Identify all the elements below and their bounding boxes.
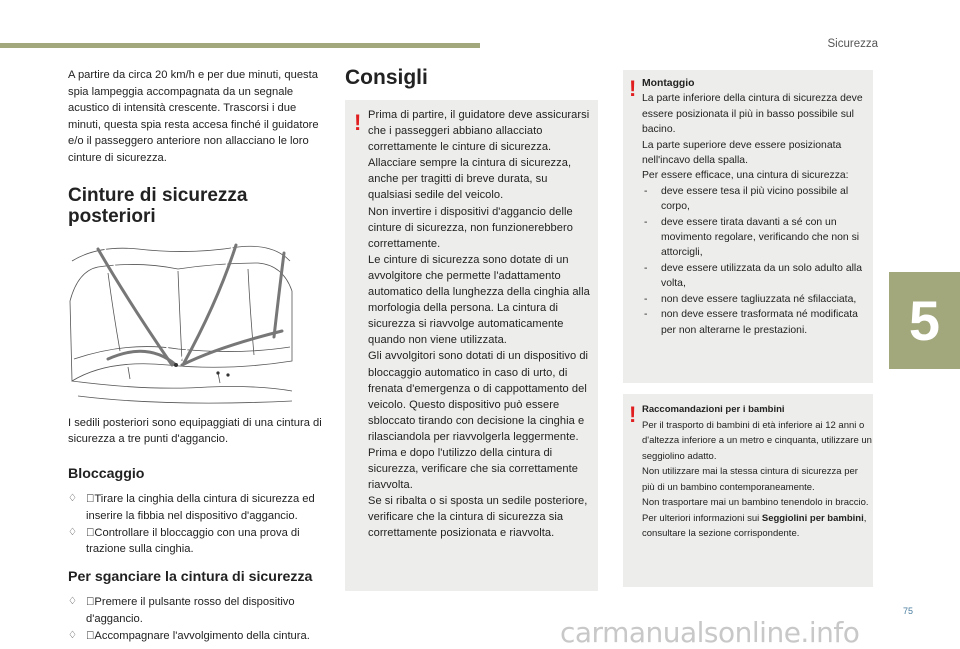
arrow-bullet-icon: ♢ (68, 526, 77, 538)
watermark: carmanualsonline.info (560, 616, 860, 649)
bambini-paragraph: Per il trasporto di bambini di età inferiore ai 12 anni o d'altezza inferiore a un metro e cinquanta, utilizzare un seggiolino adatto. (642, 419, 872, 462)
warning-icon: ! (354, 110, 362, 135)
montaggio-paragraph: Per essere efficace, una cintura di sicurezza: (642, 170, 849, 182)
image-caption: I sedili posteriori sono equipaggiati di una cintura di sicurezza a tre punti d'aggancio. (68, 416, 322, 446)
montaggio-paragraph: La parte inferiore della cintura di sicurezza deve essere posizionata il più in basso possibile sul bacino. (642, 93, 863, 136)
consigli-paragraph: Prima e dopo l'utilizzo della cintura di sicurezza, verificare che sia correttamente riavvolta. (368, 446, 578, 492)
chapter-tab: 5 (889, 272, 960, 369)
list-item: - deve essere utilizzata da un solo adulto alla volta, (644, 262, 863, 290)
bambini-title: Raccomandazioni per i bambini (642, 404, 785, 415)
list-item: ♢ Controllare il bloccaggio con una prova di trazione sulla cinghia. (68, 526, 300, 556)
list-item: ♢ Tirare la cinghia della cintura di sicurezza ed inserire la fibbia nel dispositivo d'aggancio. (68, 493, 315, 522)
arrow-bullet-icon: ♢ (68, 596, 77, 608)
sganciare-title: Per sganciare la cintura di sicurezza (68, 568, 313, 585)
bambini-warning-box (623, 394, 873, 587)
montaggio-title: Montaggio (642, 78, 695, 89)
consigli-paragraph: Gli avvolgitori sono dotati di un dispositivo di bloccaggio automatico in caso di urto, di frenata d'emergenza o di cappottamento del veicolo. Questo dispositivo può essere sbloccato tirando con decisione la cinghia e rilasciandola per riavvolgerla leggermente. (368, 350, 589, 443)
bambini-paragraph: Non utilizzare mai la stessa cintura di sicurezza per più di un bambino contemporaneamente. (642, 466, 858, 493)
bambini-paragraph: Per ulteriori informazioni sui Seggiolini per bambini, consultare la sezione corrispondente. (642, 512, 867, 539)
list-item: - non deve essere trasformata né modificata per non alterarne le prestazioni. (644, 309, 858, 336)
list-item: - deve essere tirata davanti a sé con un movimento regolare, verificando che non si attorcigli, (644, 216, 860, 259)
montaggio-text (642, 76, 870, 338)
left-column (68, 67, 326, 644)
list-item: ♢ Accompagnare l'avvolgimento della cintura. (68, 628, 326, 645)
bloccaggio-title: Bloccaggio (68, 465, 145, 482)
bambini-paragraph: Non trasportare mai un bambino tenendolo in braccio. (642, 497, 869, 508)
consigli-paragraph: Allacciare sempre la cintura di sicurezza, anche per tragitti di breve durata, su qualsiasi sedile del veicolo. (368, 157, 572, 202)
sganciare-list (68, 594, 326, 644)
list-item: - non deve essere tagliuzzata né sfilacciata, (644, 293, 857, 305)
consigli-text (368, 107, 594, 542)
rear-seat-illustration (68, 241, 294, 407)
rear-belts-title: Cinture di sicurezza posteriori (68, 184, 248, 227)
montaggio-paragraph: La parte superiore deve essere posizionata nell'incavo della spalla. (642, 139, 842, 167)
page-number: 75 (902, 606, 913, 616)
list-item: ♢ Premere il pulsante rosso del dispositivo d'aggancio. (68, 596, 295, 625)
bambini-text (642, 402, 872, 542)
bloccaggio-list (68, 491, 326, 557)
consigli-warning-box (345, 100, 598, 591)
intro-paragraph: A partire da circa 20 km/h e per due minuti, questa spia lampeggia accompagnata da un segnale acustico di intensità crescente. Trascorsi i due minuti, questa spia resta accesa finché il guidatore e/o il passeggero anteriore non allacciano le loro cinture di sicurezza. (68, 69, 319, 164)
header-rule (0, 43, 480, 48)
arrow-bullet-icon: ♢ (68, 493, 77, 505)
consigli-paragraph: Le cinture di sicurezza sono dotate di un avvolgitore che permette l'adattamento automatico della lunghezza della cinghia alla morfologia della persona. La cintura di sicurezza si riavvolge automaticamente quando non viene utilizzata. (368, 253, 590, 347)
arrow-bullet-icon: ♢ (68, 629, 77, 641)
section-header: Sicurezza (827, 38, 878, 50)
consigli-paragraph: Se si ribalta o si sposta un sedile posteriore, verificare che la cintura di sicurezza sia correttamente posizionata e riavvolta. (368, 495, 588, 540)
seggiolini-link-text: Seggiolini per bambini (761, 512, 864, 524)
consigli-paragraph: Prima di partire, il guidatore deve assicurarsi che i passeggeri abbiano allacciato correttamente le cinture di sicurezza. (368, 109, 590, 154)
warning-icon: ! (629, 76, 637, 101)
consigli-title: Consigli (345, 66, 428, 89)
montaggio-list (642, 184, 870, 338)
rear-seat-belt-drawing (68, 241, 294, 409)
list-item: - deve essere tesa il più vicino possibile al corpo, (644, 185, 849, 213)
warning-icon: ! (629, 402, 637, 427)
consigli-paragraph: Non invertire i dispositivi d'aggancio delle cinture di sicurezza, non funzionerebbero correttamente. (368, 205, 573, 250)
montaggio-warning-box (623, 70, 873, 383)
